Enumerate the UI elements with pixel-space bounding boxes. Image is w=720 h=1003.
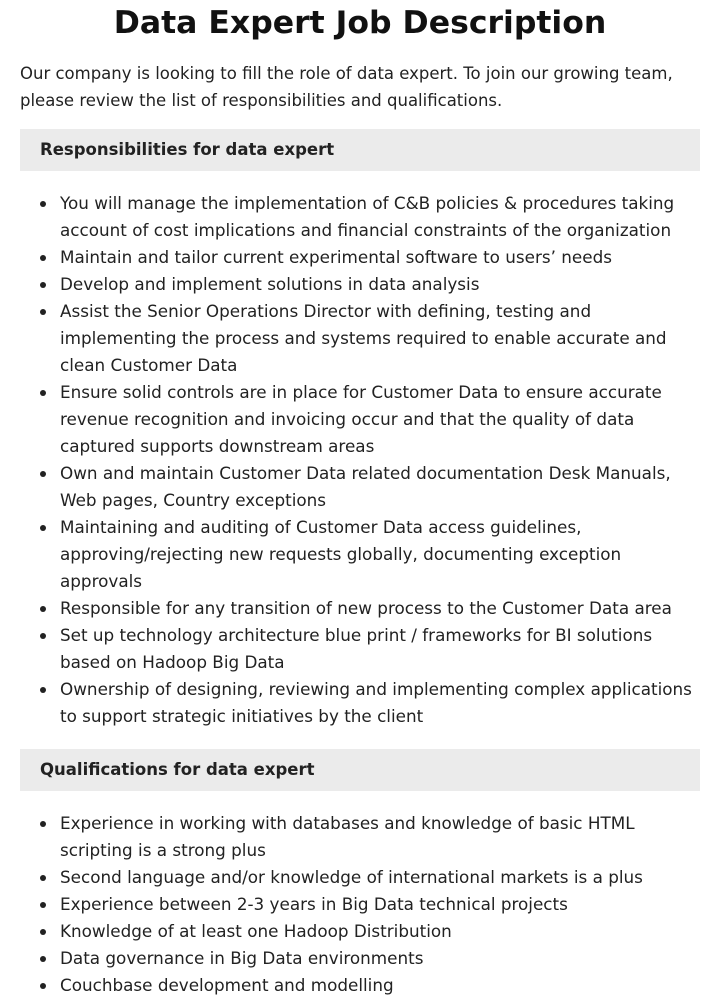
list-item: Couchbase development and modelling bbox=[20, 972, 700, 999]
list-item: You will manage the implementation of C&B policies & procedures taking account of cost implications and financial constraints of the organization bbox=[20, 190, 700, 244]
list-item: Knowledge of at least one Hadoop Distribution bbox=[20, 918, 700, 945]
intro-paragraph: Our company is looking to fill the role of data expert. To join our growing team, please review the list of responsibilities and qualifications. bbox=[20, 64, 673, 110]
list-item: Own and maintain Customer Data related documentation Desk Manuals, Web pages, Country exceptions bbox=[20, 460, 700, 514]
qualifications-section bbox=[20, 749, 700, 999]
responsibilities-list bbox=[20, 190, 700, 730]
list-item: Second language and/or knowledge of international markets is a plus bbox=[20, 864, 700, 891]
list-item: Data governance in Big Data environments bbox=[20, 945, 700, 972]
responsibilities-heading: Responsibilities for data expert bbox=[20, 129, 700, 171]
list-item: Experience in working with databases and knowledge of basic HTML scripting is a strong plus bbox=[20, 810, 700, 864]
qualifications-list bbox=[20, 810, 700, 999]
page-title: Data Expert Job Description bbox=[113, 5, 607, 41]
list-item: Maintain and tailor current experimental software to users’ needs bbox=[20, 244, 700, 271]
list-item: Ownership of designing, reviewing and implementing complex applications to support strategic initiatives by the client bbox=[20, 676, 700, 730]
list-item: Ensure solid controls are in place for Customer Data to ensure accurate revenue recognition and invoicing occur and that the quality of data captured supports downstream areas bbox=[20, 379, 700, 460]
list-item: Set up technology architecture blue print / frameworks for BI solutions based on Hadoop Big Data bbox=[20, 622, 700, 676]
responsibilities-section bbox=[20, 129, 700, 730]
list-item: Experience between 2-3 years in Big Data technical projects bbox=[20, 891, 700, 918]
list-item: Maintaining and auditing of Customer Data access guidelines, approving/rejecting new requests globally, documenting exception approvals bbox=[20, 514, 700, 595]
list-item: Assist the Senior Operations Director with defining, testing and implementing the process and systems required to enable accurate and clean Customer Data bbox=[20, 298, 700, 379]
list-item: Develop and implement solutions in data analysis bbox=[20, 271, 700, 298]
qualifications-heading: Qualifications for data expert bbox=[20, 749, 700, 791]
list-item: Responsible for any transition of new process to the Customer Data area bbox=[20, 595, 700, 622]
